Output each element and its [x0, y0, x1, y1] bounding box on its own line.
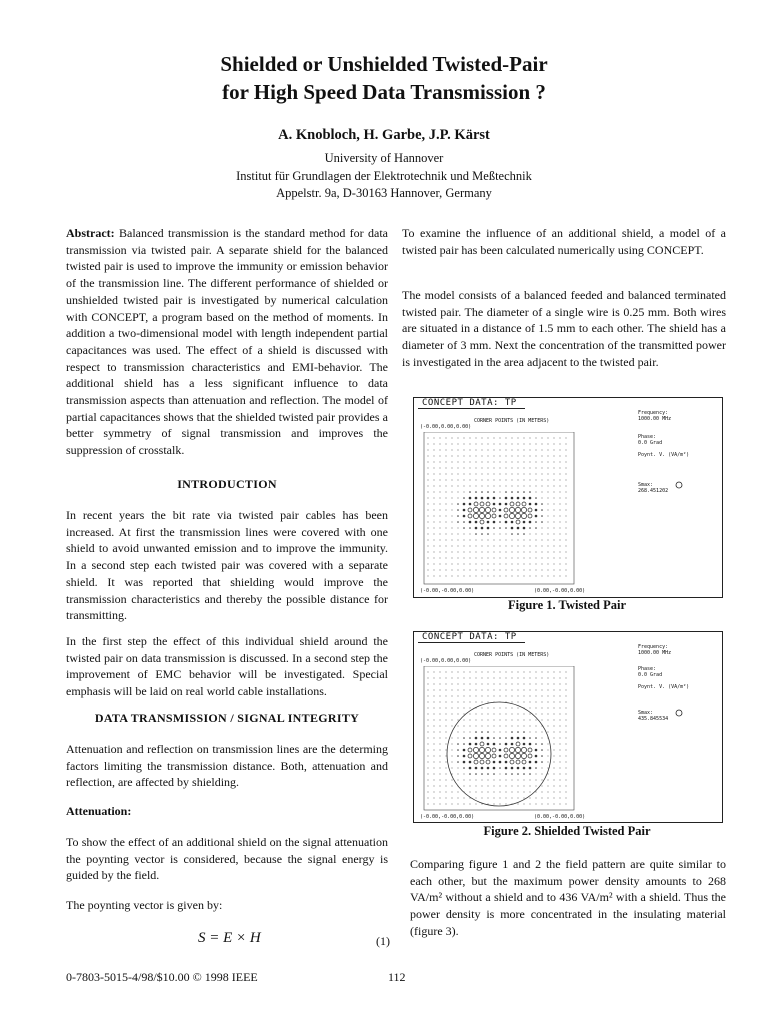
fig2-frequency: 1000.00 MHz — [638, 650, 672, 656]
right-paragraph-2: The model consists of a balanced feeded and balanced terminated twisted pair. The diameter of a single wire is 0.25 mm. Both wires are situated in a distance of 1.5 mm to each other. The shield has a diameter of 3 mm. Next the concentration of the transmitted power is investigated in the area adjacent to the twisted pair. — [402, 288, 726, 369]
fig1-phase-label: Phase: — [638, 434, 657, 440]
fig1-phase: 0.0 Grad — [638, 440, 663, 446]
intro-heading: INTRODUCTION — [177, 477, 277, 491]
dt-paragraph-2: To show the effect of an additional shield on the signal attenuation the poynting vector is considered, because the signal energy is guided by the field. — [66, 835, 388, 883]
authors: A. Knobloch, H. Garbe, J.P. Kärst — [278, 127, 490, 143]
fig2-header: CONCEPT DATA: TP — [418, 632, 525, 643]
fig2-scale-circle — [674, 708, 684, 718]
data-transmission-heading: DATA TRANSMISSION / SIGNAL INTEGRITY — [94, 711, 360, 725]
affiliation-line-3: Appelstr. 9a, D-30163 Hannover, Germany — [276, 186, 492, 200]
affiliation-line-1: University of Hannover — [324, 151, 444, 165]
poynting-equation: S = E × H — [198, 930, 261, 946]
fig1-frequency: 1000.00 MHz — [638, 416, 672, 422]
fig2-corner-3: (0.00,-0.00,0.00) — [534, 814, 586, 820]
fig2-phase-label: Phase: — [638, 666, 657, 672]
right-paragraph-1: To examine the influence of an additional shield, a model of a twisted pair has been calculated numerically using CONCEPT. — [402, 226, 726, 257]
title-line-1: Shielded or Unshielded Twisted-Pair — [220, 52, 548, 76]
abstract — [66, 225, 388, 459]
intro-paragraph-2: In the first step the effect of this individual shield around the twisted pair on data transmission is discussed. In a second step the improvement of EMC behavior will be investigated. Special emphasis will be laid on real world cable installations. — [66, 634, 388, 699]
fig2-field-pattern — [422, 666, 578, 812]
figure-2-caption: Figure 2. Shielded Twisted Pair — [483, 824, 651, 838]
fig1-corner-3: (0.00,-0.00,0.00) — [534, 588, 586, 594]
fig1-corner-label: CORNER POINTS (IN METERS) — [474, 418, 550, 424]
fig2-poynting-label: Poynt. V. (VA/m²) — [638, 684, 690, 690]
figure-2-plot — [413, 631, 723, 823]
dt-paragraph-1: Attenuation and reflection on transmission lines are the determing factors limiting the transmission distance. Both, attenuation and reflection, are affected by shielding. — [66, 742, 388, 790]
fig1-poynting-label: Poynt. V. (VA/m²) — [638, 452, 690, 458]
fig1-corner-1: (-0.00,0.00,0.00) — [420, 424, 472, 430]
fig1-frequency-label: Frequency: — [638, 410, 669, 416]
abstract-text: Balanced transmission is the standard method for data transmission via twisted pair. A separate shield for the balanced twisted pair is used to improve the immunity or emission behavior of the transmission line. The different performance of shielded or unshielded twisted pair is investigated by numerical calculation with CONCEPT, a program based on the method of moments. In addition a two-dimensional model with length independent partial capacitances was used. The effect of a shield is discussed with respect to transmission characteristics and EMI-behavior. The additional shield has a less significant influence to data transmission aspects than attenuation and reflection. The model of partial capacitances shows that the shielded twisted pair provides a better symmetry of signal transmission and improves the suppression of crosstalk. — [66, 226, 388, 458]
fig2-corner-2: (-0.00,-0.00,0.00) — [420, 814, 475, 820]
paper-title — [0, 50, 768, 106]
affiliation — [0, 150, 768, 203]
figure-1-caption: Figure 1. Twisted Pair — [507, 598, 627, 612]
fig1-header: CONCEPT DATA: TP — [418, 398, 525, 409]
affiliation-line-2: Institut für Grundlagen der Elektrotechnik und Meßtechnik — [236, 168, 532, 183]
intro-paragraph-1: In recent years the bit rate via twisted pair cables has been increased. At first the transmission lines were covered with one shield to avoid unwanted emission and to improve the immunity. In a second step each twisted pair was covered with a separate shield. It was reported that shielding would improve the transmission characteristics and thereby the possible distance for transmitting. — [66, 508, 388, 623]
fig2-smax: 435.845534 — [638, 716, 669, 722]
attenuation-subheading: Attenuation: — [66, 804, 132, 818]
fig2-corner-label: CORNER POINTS (IN METERS) — [474, 652, 550, 658]
fig1-corner-2: (-0.00,-0.00,0.00) — [420, 588, 475, 594]
dt-paragraph-3: The poynting vector is given by: — [66, 898, 223, 912]
fig2-phase: 0.0 Grad — [638, 672, 663, 678]
fig1-smax: 268.451202 — [638, 488, 669, 494]
fig2-smax-label: Smax: — [638, 710, 654, 716]
fig1-scale-circle — [674, 480, 684, 490]
copyright-footer: 0-7803-5015-4/98/$10.00 © 1998 IEEE — [66, 970, 258, 984]
figure-1-plot — [413, 397, 723, 598]
fig2-corner-1: (-0.00,0.00,0.00) — [420, 658, 472, 664]
page-number: 112 — [388, 970, 406, 984]
fig1-smax-label: Smax: — [638, 482, 654, 488]
abstract-label: Abstract: — [66, 226, 115, 240]
right-paragraph-3: Comparing figure 1 and 2 the field pattern are quite similar to each other, but the maximum power density amounts to 268 VA/m² without a shield and to 436 VA/m² with a shield. Thus the power density is more concentrated in the insulating material (figure 3). — [410, 857, 726, 938]
fig1-field-pattern — [422, 432, 578, 586]
equation-number: (1) — [376, 934, 390, 948]
title-line-2: for High Speed Data Transmission ? — [222, 80, 546, 104]
fig2-frequency-label: Frequency: — [638, 644, 669, 650]
